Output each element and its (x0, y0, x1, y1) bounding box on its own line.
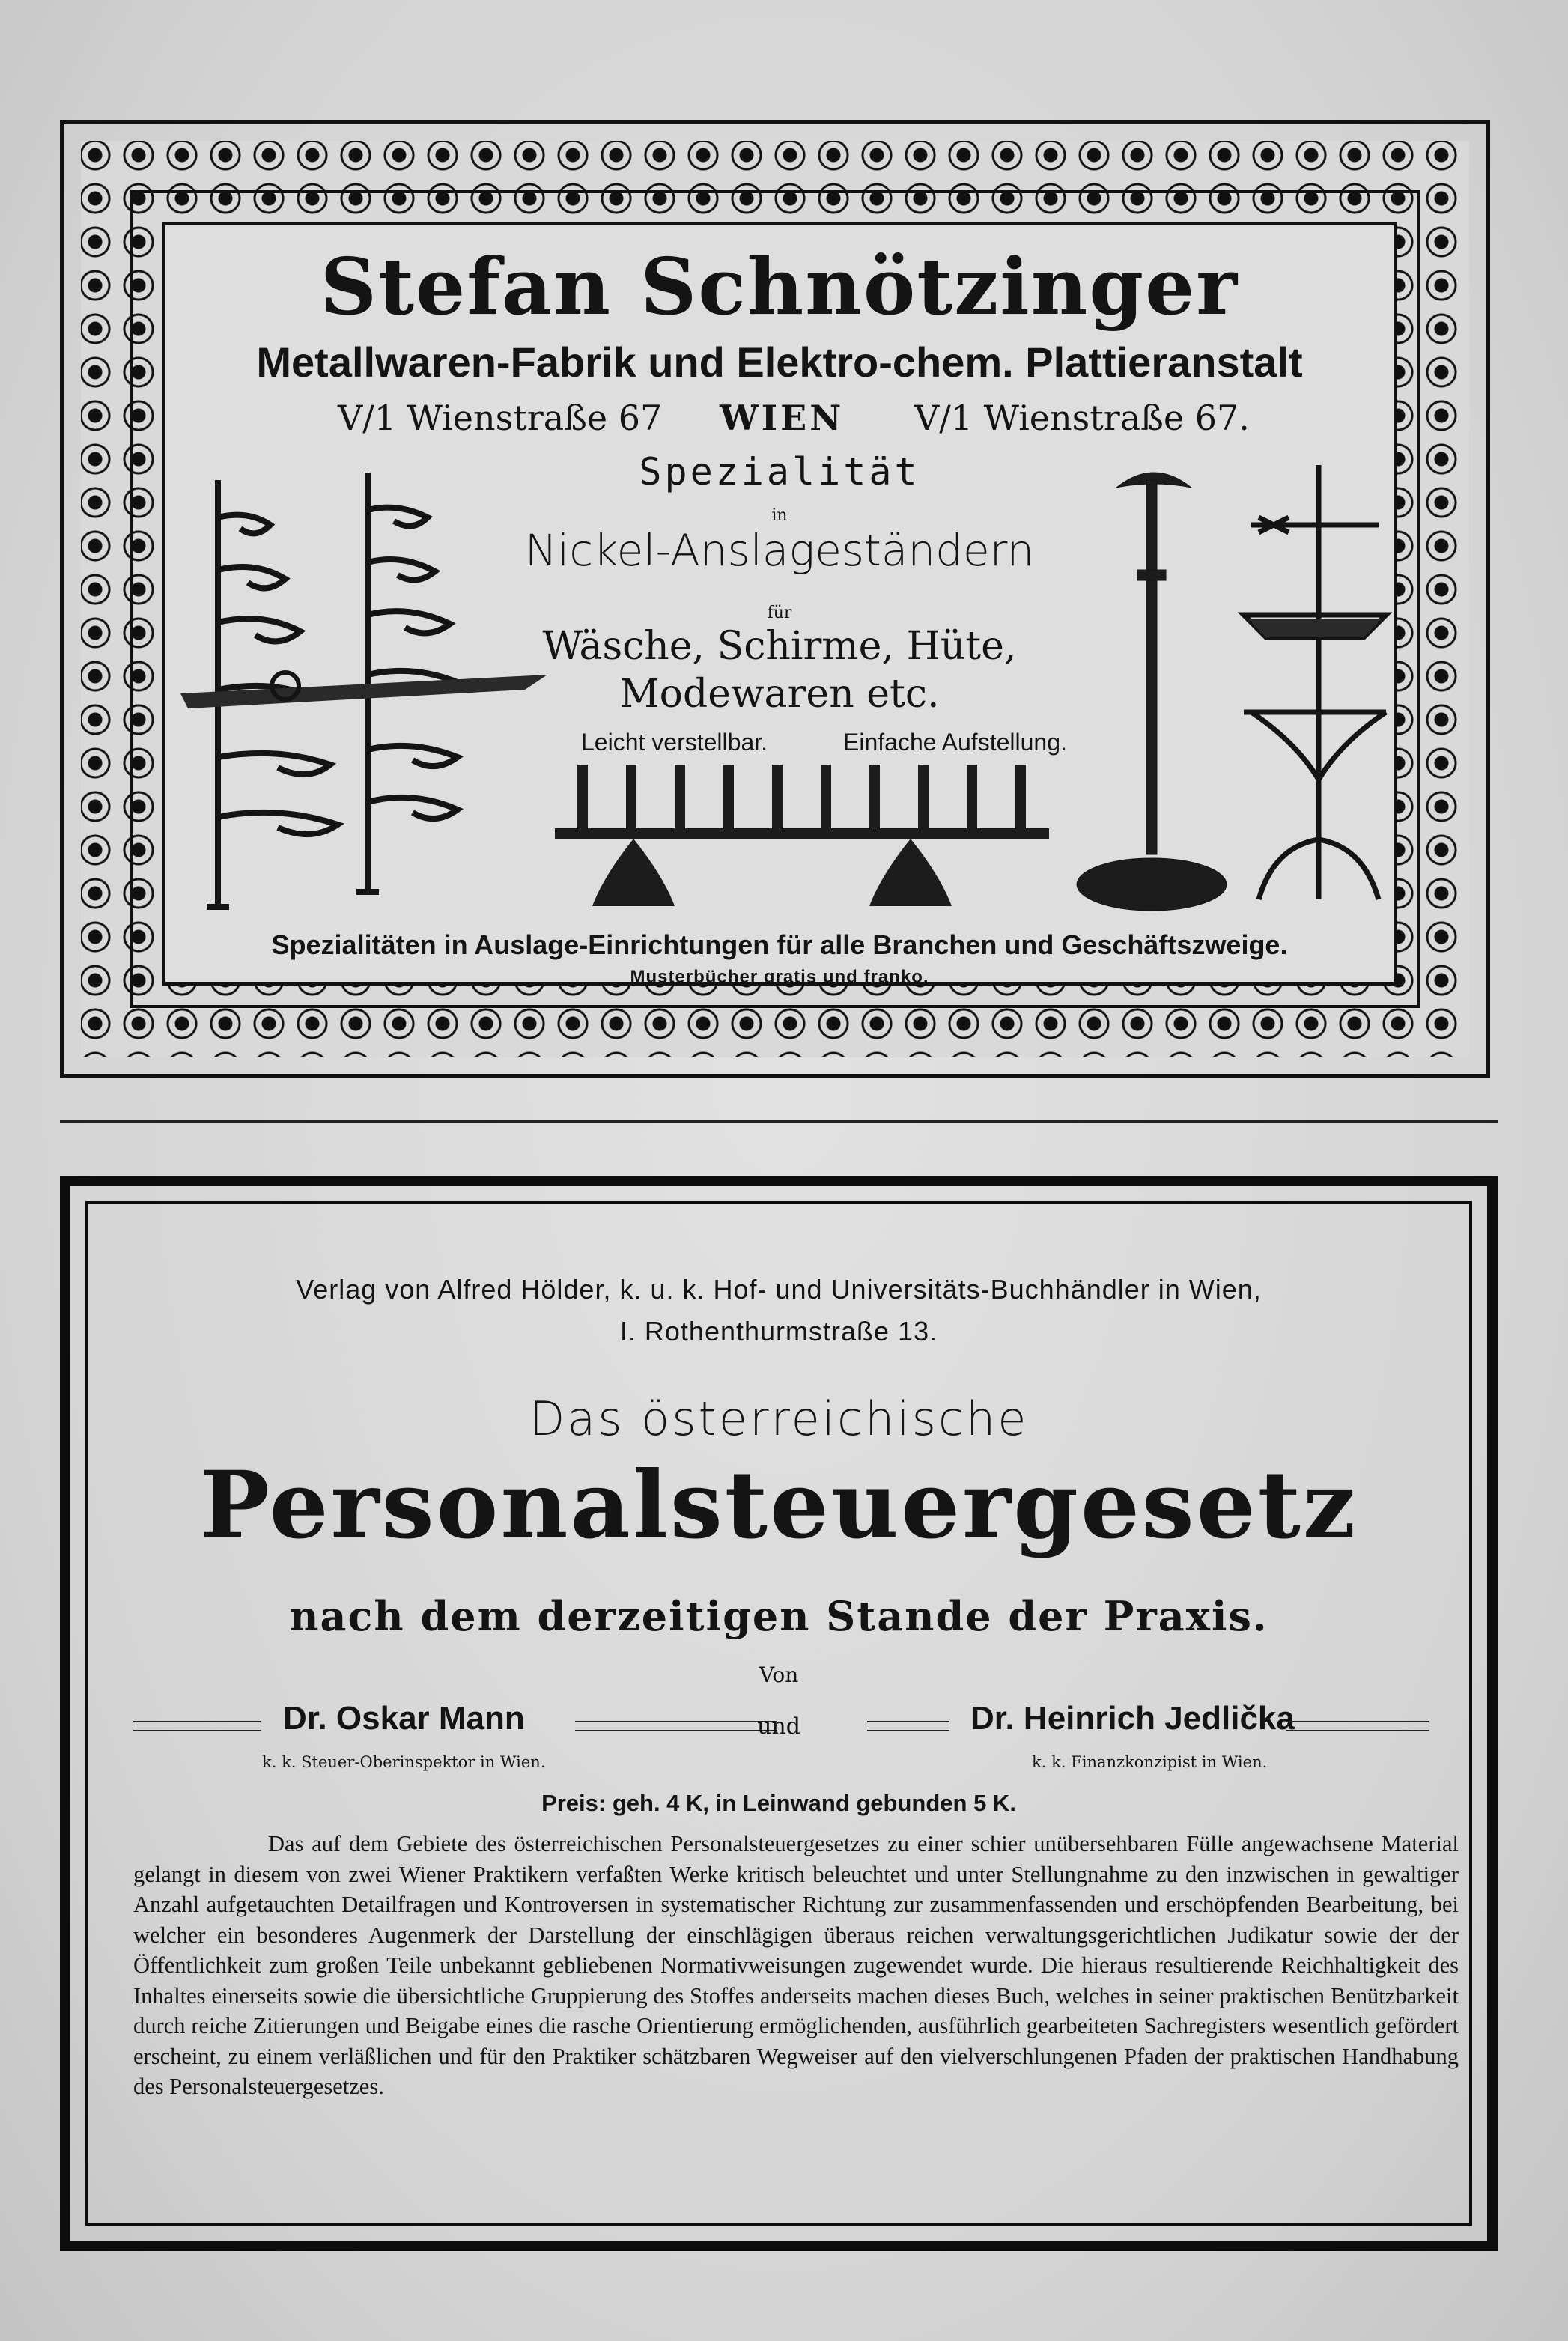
city-name: WIEN (720, 398, 845, 438)
feature-adjustable: Leicht verstellbar. (581, 729, 768, 756)
product-name: Nickel-Anslageständern (524, 525, 1035, 576)
specialties-footer: Spezialitäten in Auslage-Einrichtungen für alle Branchen und Geschäftszweige. (271, 929, 1288, 960)
book-price: Preis: geh. 4 K, in Leinwand gebunden 5 K. (541, 1790, 1016, 1816)
decorative-rule (867, 1721, 949, 1731)
author-2-role: k. k. Finanzkonzipist in Wien. (1032, 1753, 1268, 1771)
author-1-role: k. k. Steuer-Oberinspektor in Wien. (262, 1753, 546, 1771)
feature-setup: Einfache Aufstellung. (843, 729, 1067, 756)
display-stand-illustration-right (1236, 465, 1401, 914)
connector-fuer: für (767, 604, 792, 622)
decorative-rule (1286, 1721, 1429, 1731)
company-name: Stefan Schnötzinger (320, 240, 1239, 333)
by-label: Von (759, 1663, 799, 1687)
book-subtitle: nach dem derzeitigen Stande der Praxis. (289, 1592, 1268, 1640)
advertisement-panel (162, 222, 1397, 986)
book-pre-title: Das österreichische (529, 1391, 1029, 1446)
publisher-info (88, 1269, 1469, 1352)
book-title: Personalsteuergesetz (199, 1451, 1358, 1560)
publisher-line-1: Verlag von Alfred Hölder, k. u. k. Hof- und Universitäts-Buchhändler in Wien, (296, 1274, 1262, 1305)
and-label: und (757, 1713, 800, 1740)
address-left: V/1 Wienstraße 67 (338, 398, 663, 438)
company-subtitle: Metallwaren-Fabrik und Elektro-chem. Plattieranstalt (256, 338, 1303, 386)
author-2-name: Dr. Heinrich Jedlička (970, 1700, 1295, 1737)
address-right: V/1 Wienstraße 67. (914, 398, 1250, 438)
hat-bar-illustration (555, 750, 1072, 922)
book-advertisement (60, 1176, 1498, 2251)
author-1-name: Dr. Oskar Mann (283, 1700, 525, 1737)
uses-line-1: Wäsche, Schirme, Hüte, (542, 624, 1017, 669)
metalware-advertisement (60, 120, 1490, 1078)
connector-in: in (771, 506, 788, 525)
specialty-label: Spezialität (639, 450, 920, 494)
book-description: Das auf dem Gebiete des österreichischen Personalsteuergesetzes zu einer schier unübersehbaren Fülle angewachsene Material gelangt in diesem von zwei Wiener Praktikern verfaßten Werke kritisch beleuchtet und unter Stellungnahme zu den inzwischen in gewaltiger Anzahl aufgetauchten Detailfragen und Kontroversen in systematischer Richtung zur zusammenfassenden und erschöpfenden Bearbeitung, bei welcher ein besonderes Augenmerk der Darstellung der einschlägigen überaus reichen verwaltungsgerichtlichen Judikatur sowie der der Öffentlichkeit zum großen Teile unbekannt gebliebenen Normativweisungen zugewendet wurde. Die hieraus resultierende Reichhaltigkeit des Inhaltes einerseits sowie die übersichtliche Gruppierung des Stoffes anderseits machen dieses Buch, welches in seiner praktischen Benützbarkeit durch reiche Zitierungen und Beigabe eines die rasche Orientierung ermöglichenden, ausführlich gearbeiteten Sachregisters wesentlich gefördert erscheint, zu einem verläßlichen und für den Praktiker schätzbaren Wegweiser auf den vielverschlungenen Pfaden der praktischen Handhabung des Personalsteuergesetzes. (133, 1831, 1459, 2099)
display-rack-illustration-left (180, 473, 555, 914)
sample-books-note: Musterbücher gratis und franko. (630, 967, 929, 987)
section-divider (60, 1120, 1498, 1123)
publisher-line-2: I. Rothenthurmstraße 13. (619, 1316, 938, 1346)
umbrella-stand-illustration (1072, 465, 1236, 914)
uses-line-2: Modewaren etc. (619, 672, 940, 717)
book-advertisement-panel (85, 1201, 1472, 2226)
